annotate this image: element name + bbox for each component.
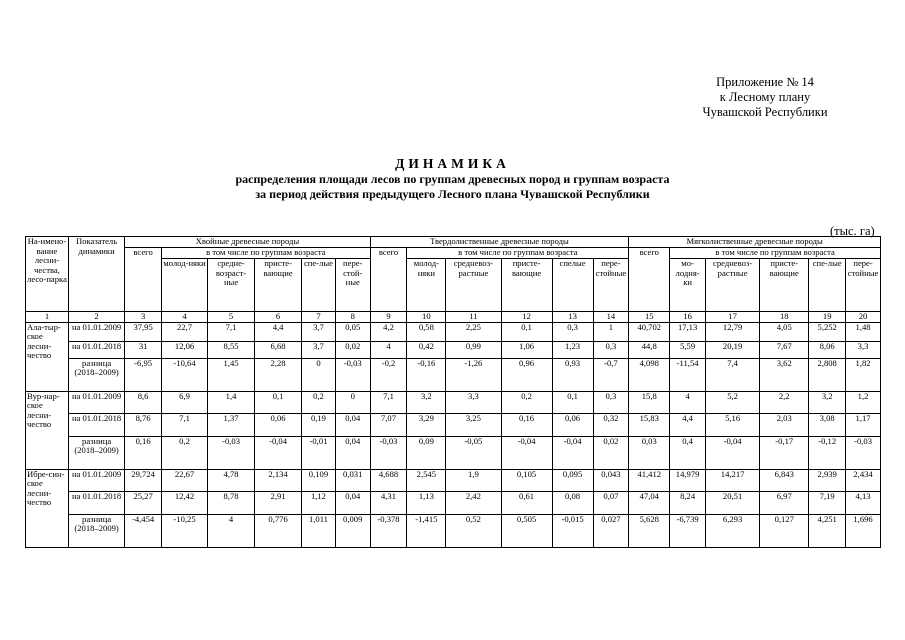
value-cell: 0,027 [593,514,629,547]
header-conif-age-5: пере-стой-ные [335,259,370,312]
value-cell: 0,99 [446,341,501,358]
value-cell: -0,03 [370,436,407,469]
column-number: 11 [446,312,501,323]
indicator-cell: разница (2018–2009) [68,436,124,469]
value-cell: 0,127 [760,514,809,547]
indicator-cell: на 01.01.2009 [68,469,124,491]
value-cell: 0,09 [407,436,446,469]
value-cell: 0,043 [593,469,629,491]
column-number: 15 [629,312,670,323]
dynamics-table [25,236,881,548]
value-cell: 5,16 [706,413,760,436]
value-cell: 0,031 [335,469,370,491]
header-soft-incl: в том числе по группам возраста [670,248,881,259]
value-cell: 20,19 [706,341,760,358]
value-cell: 0,06 [552,413,593,436]
value-cell: 1,17 [846,413,881,436]
value-cell: -0,03 [846,436,881,469]
value-cell: 0,2 [501,391,552,413]
value-cell: 15,8 [629,391,670,413]
value-cell: 0,009 [335,514,370,547]
column-number: 5 [208,312,255,323]
table-row [26,491,881,514]
header-soft-total: всего [629,248,670,312]
value-cell: 7,67 [760,341,809,358]
value-cell: 0,04 [335,491,370,514]
value-cell: 7,07 [370,413,407,436]
value-cell: 0,04 [335,436,370,469]
header-conif-age-1: молод-няки [162,259,208,312]
value-cell: -0,2 [370,358,407,391]
value-cell: 0,02 [593,436,629,469]
value-cell: 2,28 [255,358,302,391]
value-cell: 29,724 [125,469,162,491]
value-cell: 4 [370,341,407,358]
value-cell: 31 [125,341,162,358]
value-cell: -6,739 [670,514,706,547]
value-cell: 4,05 [760,322,809,341]
value-cell: 3,25 [446,413,501,436]
value-cell: 41,412 [629,469,670,491]
value-cell: 0,776 [255,514,302,547]
value-cell: -0,015 [552,514,593,547]
appendix-line-1: Приложение № 14 [716,75,814,89]
column-number: 9 [370,312,407,323]
column-number: 19 [809,312,846,323]
value-cell: 0,58 [407,322,446,341]
value-cell: 4 [670,391,706,413]
header-conif-age-4: спе-лые [302,259,336,312]
value-cell: 7,19 [809,491,846,514]
value-cell: -1,26 [446,358,501,391]
value-cell: 3,7 [302,322,336,341]
header-conif-age-2: средне-возраст-ные [208,259,255,312]
unit-label: (тыс. га) [830,224,875,238]
value-cell: -0,04 [501,436,552,469]
value-cell: 47,04 [629,491,670,514]
value-cell: 4,4 [670,413,706,436]
value-cell: 0,109 [302,469,336,491]
header-soft-age-3: присте-вающие [760,259,809,312]
value-cell: -4,454 [125,514,162,547]
value-cell: 4,688 [370,469,407,491]
value-cell: -0,7 [593,358,629,391]
value-cell: 40,702 [629,322,670,341]
value-cell: 4,4 [255,322,302,341]
value-cell: 0,3 [593,341,629,358]
column-number: 13 [552,312,593,323]
value-cell: -0,12 [809,436,846,469]
value-cell: 25,27 [125,491,162,514]
column-number: 3 [125,312,162,323]
column-number: 1 [26,312,69,323]
value-cell: 1,48 [846,322,881,341]
value-cell: 0,105 [501,469,552,491]
header-conif-age-3: присте-вающие [255,259,302,312]
value-cell: 7,1 [370,391,407,413]
column-number: 4 [162,312,208,323]
value-cell: 5,59 [670,341,706,358]
header-soft-age-4: спе-лые [809,259,846,312]
value-cell: 2,91 [255,491,302,514]
value-cell: 8,6 [125,391,162,413]
value-cell: 0,02 [335,341,370,358]
value-cell: 8,78 [208,491,255,514]
value-cell: 2,2 [760,391,809,413]
value-cell: 0,04 [335,413,370,436]
value-cell: 8,06 [809,341,846,358]
value-cell: 0,05 [335,322,370,341]
title-main: ДИНАМИКА [395,156,510,171]
value-cell: 12,42 [162,491,208,514]
value-cell: 0,1 [501,322,552,341]
value-cell: -0,04 [706,436,760,469]
appendix-note [640,75,890,120]
value-cell: 0,4 [670,436,706,469]
indicator-cell: разница (2018–2009) [68,358,124,391]
value-cell: 5,2 [706,391,760,413]
value-cell: 20,51 [706,491,760,514]
value-cell: 17,13 [670,322,706,341]
value-cell: 1,9 [446,469,501,491]
value-cell: 2,939 [809,469,846,491]
column-number: 18 [760,312,809,323]
value-cell: 3,3 [846,341,881,358]
header-hard-incl: в том числе по группам возраста [407,248,629,259]
value-cell: 0,1 [255,391,302,413]
value-cell: 5,252 [809,322,846,341]
value-cell: 0,96 [501,358,552,391]
value-cell: 2,25 [446,322,501,341]
appendix-line-2: к Лесному плану [719,90,811,104]
column-number: 8 [335,312,370,323]
value-cell: 1 [593,322,629,341]
value-cell: 22,67 [162,469,208,491]
value-cell: -0,16 [407,358,446,391]
column-number: 12 [501,312,552,323]
value-cell: 8,55 [208,341,255,358]
column-number: 7 [302,312,336,323]
value-cell: -1,415 [407,514,446,547]
value-cell: 4,78 [208,469,255,491]
value-cell: 0 [335,391,370,413]
value-cell: 1,37 [208,413,255,436]
value-cell: 4 [208,514,255,547]
column-number: 20 [846,312,881,323]
indicator-cell: на 01.01.2018 [68,413,124,436]
value-cell: 7,1 [208,322,255,341]
value-cell: 0,19 [302,413,336,436]
value-cell: -0,17 [760,436,809,469]
value-cell: 0,1 [552,391,593,413]
header-soft-age-1: мо-лодня-ки [670,259,706,312]
value-cell: 0,93 [552,358,593,391]
table-row [26,413,881,436]
value-cell: 1,82 [846,358,881,391]
table-row [26,436,881,469]
indicator-cell: разница (2018–2009) [68,514,124,547]
value-cell: 0,06 [255,413,302,436]
value-cell: 4,13 [846,491,881,514]
value-cell: 22,7 [162,322,208,341]
title-subtitle-2: за период действия предыдущего Лесного плана Чувашской Республики [255,187,650,201]
value-cell: -0,03 [208,436,255,469]
value-cell: 0,08 [552,491,593,514]
column-number: 2 [68,312,124,323]
value-cell: 3,08 [809,413,846,436]
value-cell: 2,03 [760,413,809,436]
header-soft-age-5: пере-стойные [846,259,881,312]
value-cell: 6,97 [760,491,809,514]
value-cell: 8,24 [670,491,706,514]
value-cell: 0,3 [552,322,593,341]
table-row [26,322,881,341]
table-row [26,358,881,391]
value-cell: 0,16 [125,436,162,469]
value-cell: 1,45 [208,358,255,391]
value-cell: 0,61 [501,491,552,514]
value-cell: 4,2 [370,322,407,341]
value-cell: 6,9 [162,391,208,413]
value-cell: 37,95 [125,322,162,341]
value-cell: 1,13 [407,491,446,514]
value-cell: -10,64 [162,358,208,391]
header-hard-age-4: спелые [552,259,593,312]
value-cell: 6,293 [706,514,760,547]
value-cell: -0,03 [335,358,370,391]
value-cell: 1,011 [302,514,336,547]
value-cell: 0,095 [552,469,593,491]
column-number: 14 [593,312,629,323]
value-cell: 0,07 [593,491,629,514]
value-cell: 3,29 [407,413,446,436]
value-cell: 0,3 [593,391,629,413]
value-cell: 1,696 [846,514,881,547]
header-hard-age-5: пере-стойные [593,259,629,312]
header-hard-age-3: присте-вающие [501,259,552,312]
value-cell: -0,378 [370,514,407,547]
value-cell: 7,4 [706,358,760,391]
value-cell: 4,251 [809,514,846,547]
value-cell: 12,79 [706,322,760,341]
header-hard-age-2: средневоз-растные [446,259,501,312]
value-cell: 4,31 [370,491,407,514]
value-cell: -0,04 [255,436,302,469]
value-cell: 2,808 [809,358,846,391]
table-row [26,391,881,413]
value-cell: 0,03 [629,436,670,469]
column-number: 6 [255,312,302,323]
forestry-name: Вур-нар-ское лесни-чество [26,391,69,469]
value-cell: 2,434 [846,469,881,491]
value-cell: 0,42 [407,341,446,358]
value-cell: -0,05 [446,436,501,469]
column-number: 10 [407,312,446,323]
value-cell: -6,95 [125,358,162,391]
header-hard-total: всего [370,248,407,312]
value-cell: 0,16 [501,413,552,436]
forestry-name: Ала-тыр-ское лесни-чество [26,322,69,391]
value-cell: 8,76 [125,413,162,436]
value-cell: 2,134 [255,469,302,491]
value-cell: 15,83 [629,413,670,436]
value-cell: 0,32 [593,413,629,436]
indicator-cell: на 01.01.2009 [68,391,124,413]
value-cell: 1,23 [552,341,593,358]
value-cell: 0,505 [501,514,552,547]
header-conif-incl: в том числе по группам возраста [162,248,371,259]
header-indicator: Показатель динамики [68,237,124,312]
column-number: 17 [706,312,760,323]
value-cell: 1,4 [208,391,255,413]
value-cell: -0,04 [552,436,593,469]
value-cell: 7,1 [162,413,208,436]
appendix-line-3: Чувашской Республики [702,105,828,119]
value-cell: 2,545 [407,469,446,491]
column-number: 16 [670,312,706,323]
value-cell: 12,06 [162,341,208,358]
header-hard-age-1: молод-няки [407,259,446,312]
value-cell: 3,3 [446,391,501,413]
header-softwood: Мягколиственные древесные породы [629,237,881,248]
document-title [0,156,905,202]
title-subtitle-1: распределения площади лесов по группам древесных пород и группам возраста [235,172,670,186]
indicator-cell: на 01.01.2009 [68,322,124,341]
value-cell: 44,8 [629,341,670,358]
value-cell: -10,25 [162,514,208,547]
value-cell: 6,843 [760,469,809,491]
header-coniferous: Хвойные древесные породы [125,237,370,248]
value-cell: 0 [302,358,336,391]
value-cell: 2,42 [446,491,501,514]
value-cell: 14,217 [706,469,760,491]
value-cell: 1,12 [302,491,336,514]
table-row [26,514,881,547]
value-cell: -0,01 [302,436,336,469]
value-cell: 6,68 [255,341,302,358]
value-cell: 0,2 [302,391,336,413]
indicator-cell: на 01.01.2018 [68,341,124,358]
indicator-cell: на 01.01.2018 [68,491,124,514]
header-name: На-имено-вание лесни-чества, лесо-парка [26,237,69,312]
value-cell: 3,62 [760,358,809,391]
header-hardwood: Твердолиственные древесные породы [370,237,629,248]
table-row [26,341,881,358]
header-conif-total: всего [125,248,162,312]
value-cell: 4,098 [629,358,670,391]
header-soft-age-2: средневоз-растные [706,259,760,312]
table-row [26,469,881,491]
value-cell: 3,2 [407,391,446,413]
value-cell: 3,7 [302,341,336,358]
value-cell: 0,52 [446,514,501,547]
value-cell: 14,979 [670,469,706,491]
value-cell: 5,628 [629,514,670,547]
value-cell: -11,54 [670,358,706,391]
value-cell: 1,2 [846,391,881,413]
value-cell: 1,06 [501,341,552,358]
value-cell: 0,2 [162,436,208,469]
value-cell: 3,2 [809,391,846,413]
forestry-name: Ибре-син-ское лесни-чество [26,469,69,547]
